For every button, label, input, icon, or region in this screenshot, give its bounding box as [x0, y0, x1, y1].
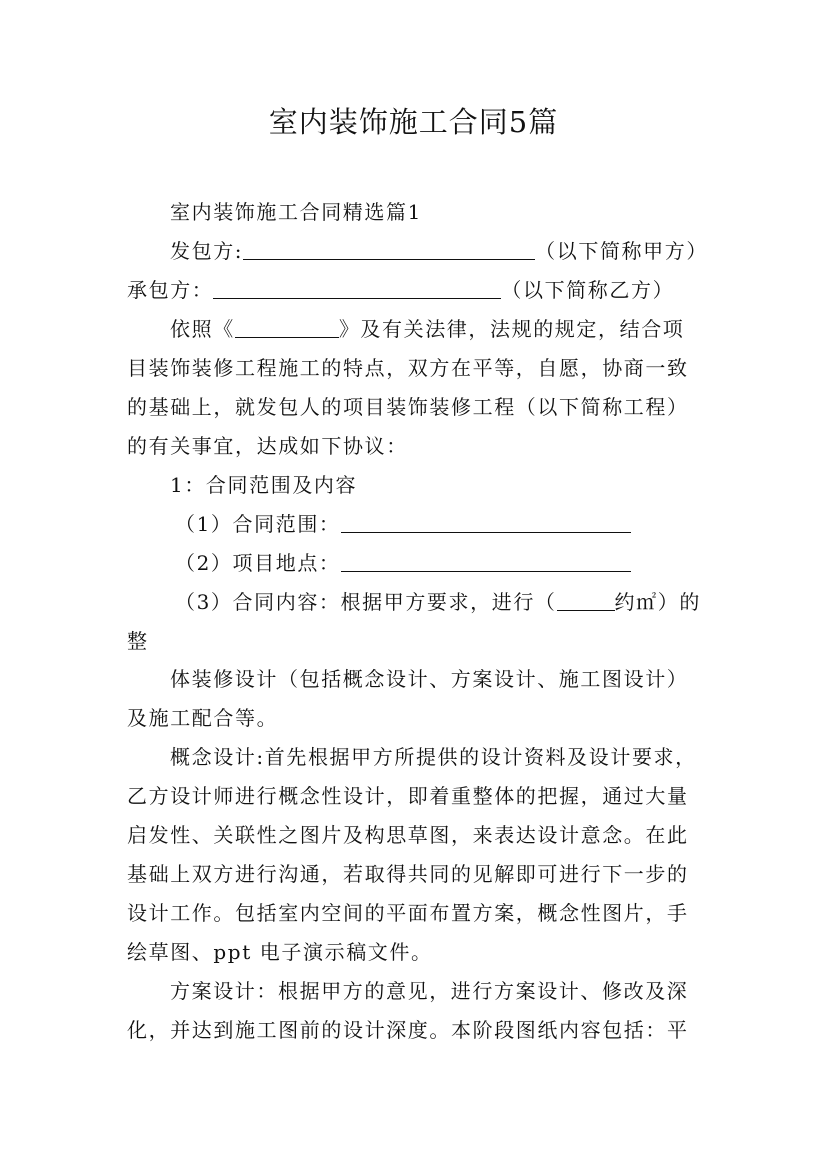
law-name-blank [235, 317, 339, 338]
area-blank [557, 590, 615, 611]
party-b-blank [213, 278, 501, 299]
para1-text-b: 》及有关法律，法规的规定，结合项 [338, 317, 685, 341]
item1-2-line [175, 551, 715, 575]
para1-line2: 目装饰装修工程施工的特点，双方在平等，自愿，协商一致 [127, 356, 689, 380]
para1-line4: 的有关事宜，达成如下协议： [127, 434, 408, 458]
party-a-blank [243, 239, 535, 260]
party-b-label: 承包方： [127, 278, 214, 302]
party-a-line [170, 239, 710, 263]
project-location-blank [341, 551, 631, 572]
para1-line3: 的基础上，就发包人的项目装饰装修工程（以下简称工程） [127, 395, 689, 419]
para3-line2: 乙方设计师进行概念性设计，即着重整体的把握，通过大量 [127, 784, 689, 808]
para3-line3: 启发性、关联性之图片及构思草图，来表达设计意念。在此 [127, 823, 689, 847]
item1-3-wrap: 整 [127, 629, 149, 653]
para1-line1 [170, 317, 710, 341]
item1-1-line [175, 512, 715, 536]
para4-line1: 方案设计：根据甲方的意见，进行方案设计、修改及深 [170, 979, 689, 1003]
para3-line6: 绘草图、ppt 电子演示稿文件。 [127, 940, 433, 964]
document-title: 室内装饰施工合同5篇 [268, 105, 559, 139]
item1-3-line [175, 590, 715, 614]
para2-line2: 及施工配合等。 [127, 706, 279, 730]
party-b-line [127, 278, 707, 302]
para3-line1: 概念设计:首先根据甲方所提供的设计资料及设计要求， [170, 745, 697, 769]
para1-text-a: 依照《 [170, 317, 235, 341]
item1-1-label: （1）合同范围： [175, 512, 341, 536]
para2-line1: 体装修设计（包括概念设计、方案设计、施工图设计） [170, 667, 689, 691]
item1-2-label: （2）项目地点： [175, 551, 341, 575]
party-b-suffix: （以下简称乙方） [501, 278, 675, 302]
para3-line4: 基础上双方进行沟通，若取得共同的见解即可进行下一步的 [127, 862, 689, 886]
para4-line2: 化，并达到施工图前的设计深度。本阶段图纸内容包括：平 [127, 1018, 689, 1042]
party-a-label: 发包方: [170, 239, 244, 263]
item1-heading: 1：合同范围及内容 [170, 473, 358, 497]
party-a-suffix: （以下简称甲方） [535, 239, 708, 263]
contract-scope-blank [341, 512, 631, 533]
para3-line5: 设计工作。包括室内空间的平面布置方案，概念性图片，手 [127, 901, 689, 925]
item1-3-suffix: 约㎡）的 [614, 590, 701, 614]
section-heading: 室内装饰施工合同精选篇1 [170, 200, 422, 224]
item1-3-prefix: （3）合同内容：根据甲方要求，进行（ [175, 590, 557, 614]
